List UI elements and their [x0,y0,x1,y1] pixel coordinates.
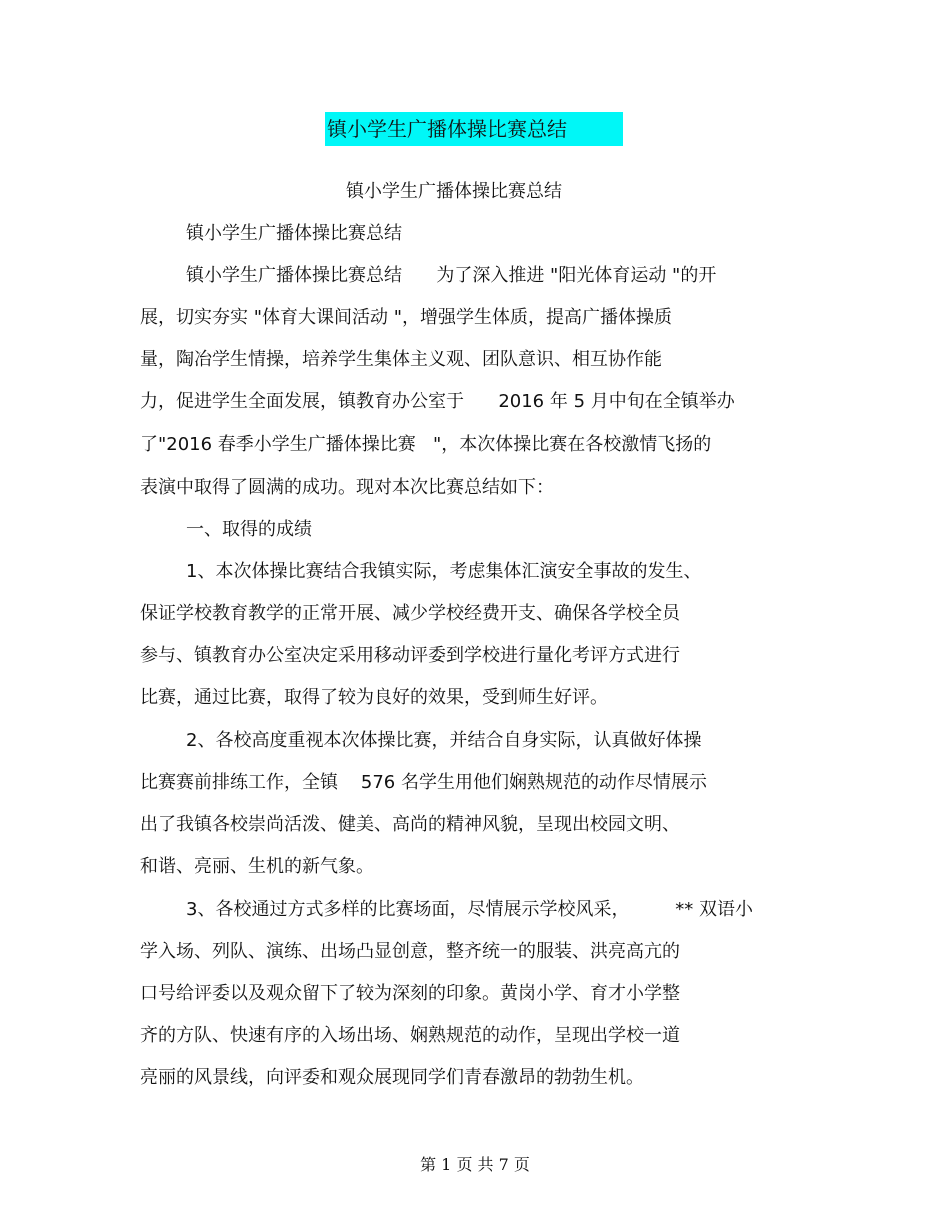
paragraph-line: 齐的方队、快速有序的入场出场、娴熟规范的动作，呈现出学校一道 [140,1025,680,1046]
paragraph-line: 了"2016 春季小学生广播体操比赛 "，本次体操比赛在各校激情飞扬的 [140,434,712,455]
paragraph-line: 比赛，通过比赛，取得了较为良好的效果，受到师生好评。 [140,687,608,708]
subtitle: 镇小学生广播体操比赛总结 [346,181,562,202]
document-title: 镇小学生广播体操比赛总结 [325,112,623,146]
paragraph-line: 出了我镇各校崇尚活泼、健美、高尚的精神风貌，呈现出校园文明、 [140,814,680,835]
paragraph-line: 力，促进学生全面发展，镇教育办公室于 2016 年 5 月中旬在全镇举办 [140,391,735,412]
paragraph-line: 参与、镇教育办公室决定采用移动评委到学校进行量化考评方式进行 [140,645,680,666]
paragraph-line: 比赛赛前排练工作，全镇 576 名学生用他们娴熟规范的动作尽情展示 [140,772,707,793]
paragraph-line: 学入场、列队、演练、出场凸显创意，整齐统一的服装、洪亮高亢的 [140,941,680,962]
paragraph-line: 3、各校通过方式多样的比赛场面，尽情展示学校风采， ** 双语小 [186,899,753,920]
paragraph-line: 镇小学生广播体操比赛总结 为了深入推进 "阳光体育运动 "的开 [186,265,717,286]
section-heading: 一、取得的成绩 [186,519,312,540]
paragraph-line: 表演中取得了圆满的成功。现对本次比赛总结如下： [140,477,554,498]
paragraph-line: 展，切实夯实 "体育大课间活动 "，增强学生体质，提高广播体操质 [140,307,672,328]
paragraph-line: 亮丽的风景线，向评委和观众展现同学们青春激昂的勃勃生机。 [140,1067,644,1088]
paragraph-line: 口号给评委以及观众留下了较为深刻的印象。黄岗小学、育才小学整 [140,983,680,1004]
paragraph-line: 保证学校教育教学的正常开展、减少学校经费开支、确保各学校全员 [140,603,680,624]
paragraph-line: 量，陶冶学生情操，培养学生集体主义观、团队意识、相互协作能 [140,349,662,370]
paragraph-line: 和谐、亮丽、生机的新气象。 [140,856,374,877]
paragraph-line: 2、各校高度重视本次体操比赛，并结合自身实际，认真做好体操 [186,730,702,751]
page-footer: 第 1 页 共 7 页 [420,1155,530,1174]
repeated-title: 镇小学生广播体操比赛总结 [186,223,402,244]
paragraph-line: 1、本次体操比赛结合我镇实际，考虑集体汇演安全事故的发生、 [186,561,702,582]
